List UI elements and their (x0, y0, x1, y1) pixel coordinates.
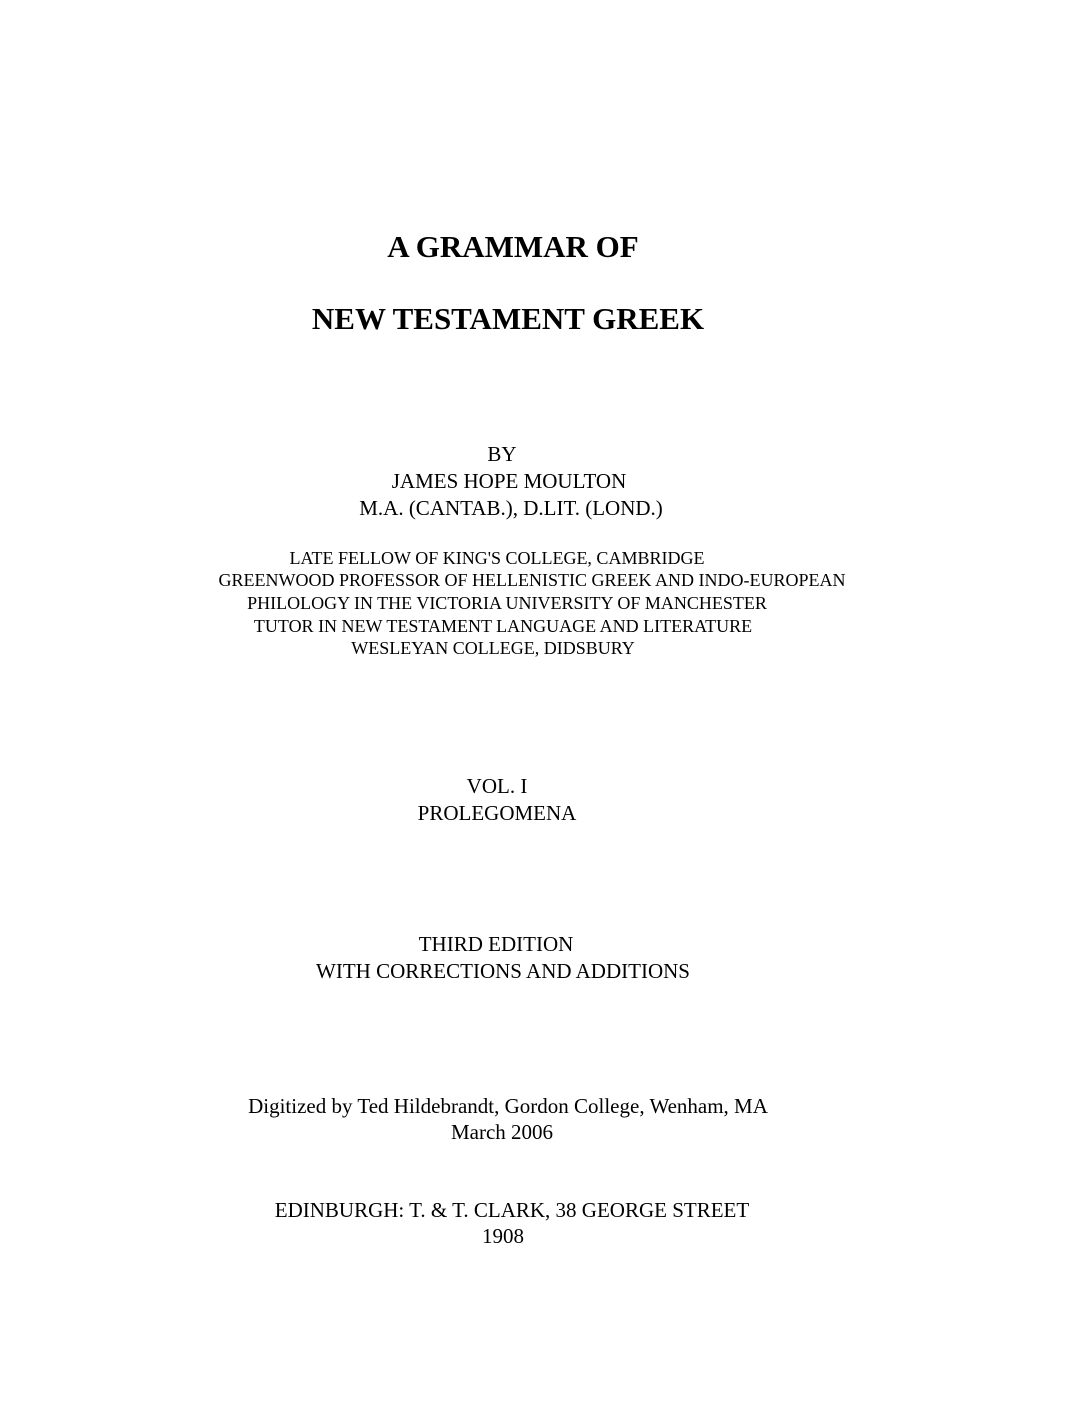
volume-name: PROLEGOMENA (417, 801, 577, 825)
digitized-date: March 2006 (450, 1120, 554, 1144)
author-position-5: WESLEYAN COLLEGE, DIDSBURY (351, 638, 635, 658)
author-name: JAMES HOPE MOULTON (391, 469, 627, 493)
book-title-line-2: NEW TESTAMENT GREEK (311, 301, 705, 336)
volume-number: VOL. I (466, 774, 528, 798)
author-position-2: GREENWOOD PROFESSOR OF HELLENISTIC GREEK AND INDO-EUROPEAN (218, 570, 846, 590)
digitized-credit: Digitized by Ted Hildebrandt, Gordon College, Wenham, MA (248, 1094, 768, 1118)
author-by: BY (487, 442, 517, 466)
publisher-imprint: EDINBURGH: T. & T. CLARK, 38 GEORGE STREET (274, 1198, 750, 1222)
author-degrees: M.A. (CANTAB.), D.LIT. (LOND.) (359, 496, 663, 520)
edition-line-2: WITH CORRECTIONS AND ADDITIONS (316, 959, 690, 983)
publication-year: 1908 (482, 1224, 524, 1248)
edition-line-1: THIRD EDITION (418, 932, 574, 956)
book-title-line-1: A GRAMMAR OF (387, 229, 639, 264)
author-position-4: TUTOR IN NEW TESTAMENT LANGUAGE AND LITERATURE (253, 616, 753, 636)
author-position-3: PHILOLOGY IN THE VICTORIA UNIVERSITY OF MANCHESTER (247, 593, 767, 613)
author-position-1: LATE FELLOW OF KING'S COLLEGE, CAMBRIDGE (289, 548, 705, 568)
